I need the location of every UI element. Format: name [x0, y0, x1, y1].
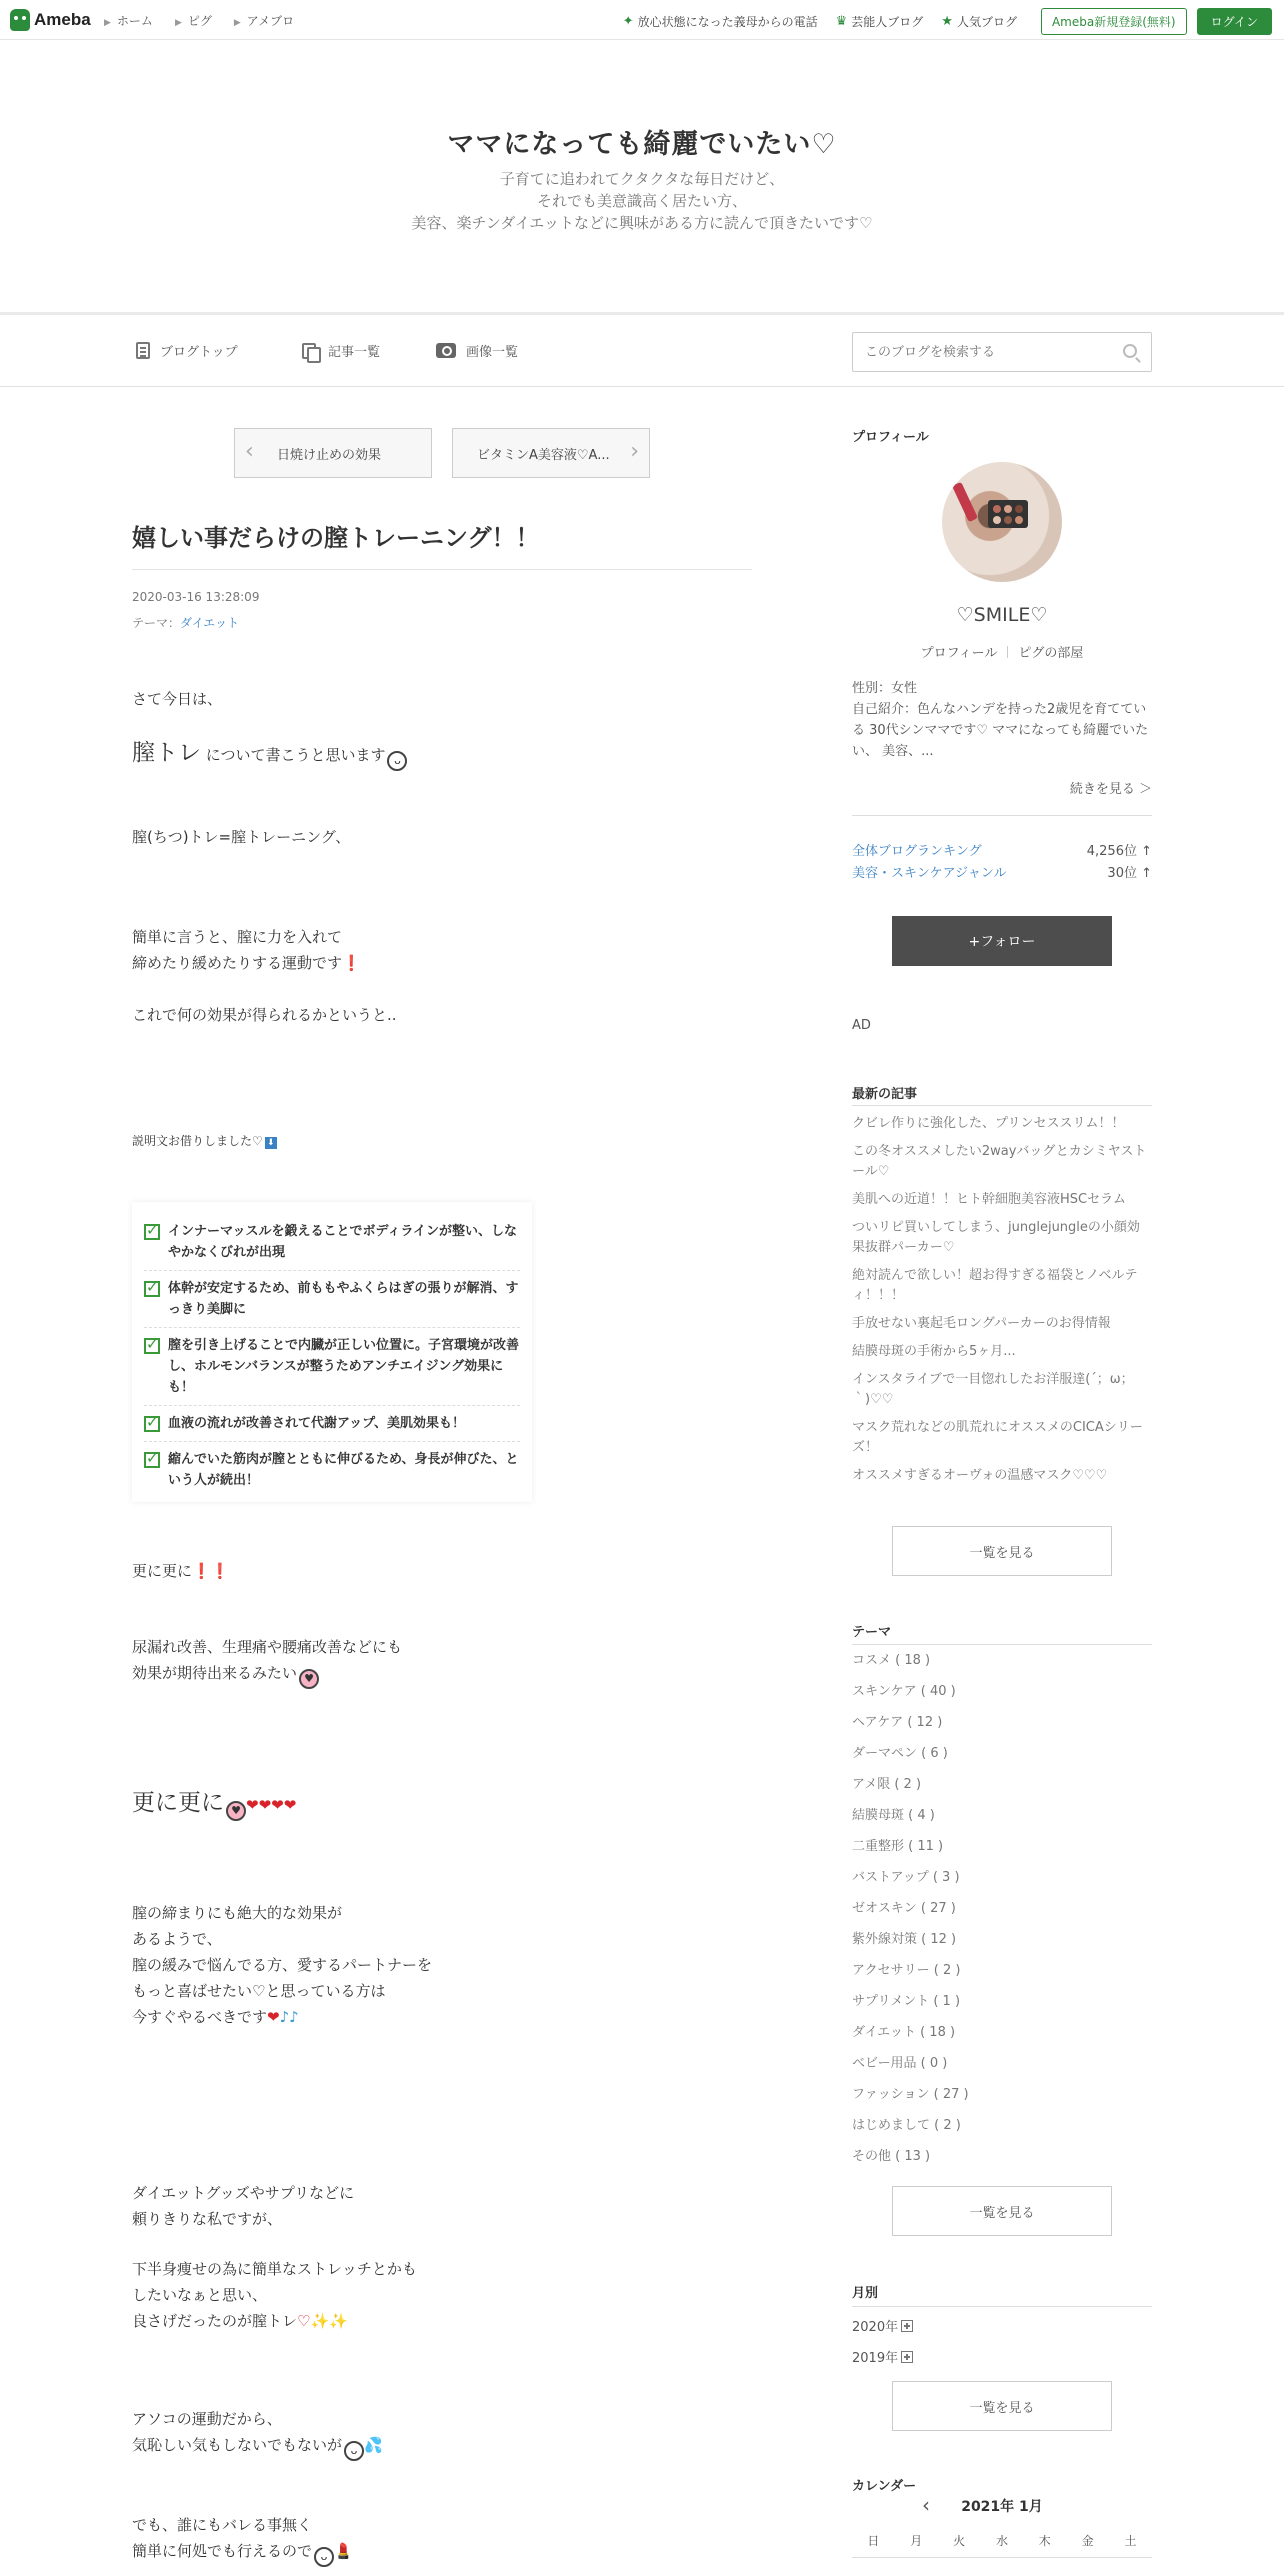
prev-entry-button[interactable]: ‹ 日焼け止めの効果 [234, 428, 432, 478]
paragraph: 締めたり緩めたりする運動です❗ [132, 954, 361, 972]
recent-entry-link[interactable]: 美肌への近道！！ヒト幹細胞美容液HSCセラム [852, 1192, 1126, 1207]
recent-list-button[interactable]: 一覧を見る [892, 1526, 1112, 1576]
title-divider [132, 569, 752, 570]
login-button[interactable]: ログイン [1197, 8, 1272, 35]
search-input[interactable] [853, 333, 1103, 371]
heart-eyes-emoji-icon: ♥ [299, 1669, 319, 1689]
camera-icon [436, 343, 456, 358]
theme-link[interactable]: ゼオスキン ( 27 ) [852, 1901, 956, 1916]
divider [852, 815, 1152, 816]
weekday-label: 火 [953, 2534, 966, 2548]
weekday-label: 月 [910, 2534, 923, 2548]
document-icon [136, 342, 150, 359]
theme-link[interactable]: その他 ( 13 ) [852, 2149, 931, 2164]
calendar-weekdays [852, 2532, 1152, 2558]
sweat-drops-icon: 💦 [364, 2436, 383, 2454]
paragraph: 更に更に❗❗ [132, 1562, 230, 1580]
heart-emoji-icon: ♡ [297, 2312, 311, 2330]
celebrity-blog-link[interactable]: ♛ 芸能人ブログ [835, 14, 924, 29]
article-theme: テーマ：ダイエット [132, 616, 240, 630]
lipstick-emoji-icon: 💄 [334, 2542, 353, 2560]
paragraph: これで何の効果が得られるかというと.. [132, 1006, 397, 1024]
paragraph: 膣トレ について書こうと思います ᴗ [132, 740, 407, 771]
paragraph: さて今日は、 [132, 690, 223, 708]
theme-link[interactable]: ヘアケア ( 12 ) [852, 1715, 943, 1730]
checklist-item: ✓ 膣を引き上げることで内臓が正しい位置に。子宮環境が改善し、ホルモンバランスが整うためアンチエイジング効果にも！ [144, 1328, 520, 1406]
divider [852, 2306, 1152, 2307]
profile-link[interactable]: プロフィール [920, 646, 998, 661]
blog-description: 子育てに追われてクタクタな毎日だけど、 それでも美意識高く居たい方、 美容、楽チンダイエットなどに興味がある方に読んで頂きたいです♡ [411, 170, 873, 232]
checklist-item: ✓ インナーマッスルを鍛えることでボディラインが整い、しなやかなくびれが出現 [144, 1214, 520, 1271]
hearts-emoji-icon: ❤❤❤❤ [246, 1796, 297, 1814]
overall-ranking[interactable]: 全体ブログランキング 4,256位 ↑ [852, 844, 1152, 859]
paragraph: 膣(ちつ)トレ=膣トレーニング、 [132, 828, 351, 846]
profile-links [852, 642, 1152, 661]
weekday-label: 日 [867, 2534, 880, 2548]
profile-summary: 性別：女性 自己紹介：色んなハンデを持った2歳児を育てている 30代シンママです♡ ママになっても綺麗でいたい、 美容、... [852, 681, 1149, 759]
divider [1007, 646, 1008, 658]
copy-icon [302, 343, 318, 359]
paragraph: もっと喜ばせたい♡と思っている方は [132, 1982, 386, 2000]
calendar-heading: カレンダー [852, 2479, 917, 2494]
blog-header [0, 40, 1284, 312]
paragraph: 尿漏れ改善、生理痛や腰痛改善などにも [132, 1638, 403, 1656]
paragraph: 簡単に何処でも行えるので ᴗ 💄 [132, 2538, 353, 2567]
chevron-left-icon[interactable]: ‹ [922, 2493, 930, 2517]
calendar-month: ‹ 2021年 1月 [922, 2493, 1043, 2517]
benefits-checklist [132, 1202, 532, 1502]
exclamation-emoji-icon: ❗❗ [192, 1562, 230, 1580]
paragraph: あるようで、 [132, 1930, 222, 1948]
paragraph: したいなぁと思い、 [132, 2286, 268, 2304]
music-note-icon: ♪♪ [279, 2008, 299, 2026]
paragraph: 下半身痩せの為に簡単なストレッチとかも [132, 2260, 417, 2278]
archive-heading: 月別 [852, 2286, 879, 2301]
theme-link[interactable]: ベビー用品 ( 0 ) [852, 2056, 948, 2071]
search-icon[interactable] [1123, 344, 1137, 358]
nav-pigg[interactable]: ▶ ピグ [174, 14, 212, 28]
theme-link[interactable]: ダーマペン ( 6 ) [852, 1746, 948, 1761]
paragraph: 更に更に ♥ ❤❤❤❤ [132, 1790, 296, 1821]
paragraph: 良さげだったのが膣トレ♡✨✨ [132, 2312, 348, 2330]
star-icon: ★ [941, 14, 953, 29]
featured-link[interactable]: ✦ 放心状態になった義母からの電話 [622, 14, 818, 29]
global-header [0, 0, 1284, 40]
image-list-link[interactable]: 画像一覧 [436, 341, 518, 360]
chevron-left-icon: ‹ [245, 439, 254, 464]
chevron-right-icon: ▶ [104, 18, 111, 28]
recent-entry-link[interactable]: この冬オススメしたい2wayバッグとカシミヤストール♡ [852, 1144, 1147, 1179]
smile-emoji-icon: ᴗ [387, 751, 407, 771]
theme-link[interactable]: ファッション ( 27 ) [852, 2087, 969, 2102]
sparkle-icon: ✦ [622, 14, 634, 29]
recent-entry-link[interactable]: 結膜母斑の手術から5ヶ月... [852, 1344, 1016, 1359]
paragraph: 膣の締まりにも絶大的な効果が [132, 1904, 343, 1922]
recent-entry-link[interactable]: マスク荒れなどの肌荒れにオススメのCICAシリーズ！ [852, 1420, 1143, 1455]
ad-label: AD [852, 1018, 871, 1033]
checkbox-icon [144, 1224, 160, 1240]
paragraph: ダイエットグッズやサプリなどに [132, 2184, 355, 2202]
theme-heading: テーマ [852, 1625, 892, 1640]
checklist-item: ✓ 血液の流れが改善されて代謝アップ、美肌効果も！ [144, 1406, 520, 1442]
theme-link[interactable]: 紫外線対策 ( 12 ) [852, 1932, 957, 1947]
nav-ameblo[interactable]: ▶ アメブロ [233, 14, 295, 28]
recent-entry-link[interactable]: 絶対読んで欲しい！超お得すぎる福袋とノベルティ！！！ [852, 1268, 1138, 1303]
paragraph: 今すぐやるべきです❤♪♪ [132, 2008, 299, 2026]
paragraph: 簡単に言うと、膣に力を入れて [132, 928, 343, 946]
checkbox-icon [144, 1452, 160, 1468]
weekday-label: 水 [995, 2534, 1008, 2548]
recent-entry-link[interactable]: オススメすぎるオーヴォの温感マスク♡♡♡ [852, 1468, 1108, 1483]
register-button[interactable]: Ameba新規登録(無料) [1041, 8, 1187, 35]
expand-plus-icon[interactable] [901, 2351, 913, 2363]
sparkle-emoji-icon: ✨✨ [310, 2312, 348, 2330]
divider [852, 1644, 1152, 1645]
laughing-emoji-icon: ᴗ [344, 2441, 364, 2461]
recent-entry-link[interactable]: 手放せない裏起毛ロングパーカーのお得情報 [852, 1316, 1111, 1331]
checklist-item: ✓ 縮んでいた筋肉が膣とともに伸びるため、身長が伸びた、という人が続出！ [144, 1442, 520, 1498]
ameba-mascot-icon [10, 9, 30, 31]
theme-link[interactable]: コスメ ( 18 ) [852, 1653, 931, 1668]
entry-list-link[interactable]: 記事一覧 [302, 341, 380, 360]
chevron-right-icon: › [630, 439, 639, 464]
theme-link[interactable]: はじめまして ( 2 ) [852, 2118, 961, 2133]
blog-top-link[interactable]: ブログトップ [136, 341, 238, 360]
paragraph: アソコの運動だから、 [132, 2410, 282, 2428]
next-entry-button[interactable]: ビタミンA美容液♡A... › [452, 428, 650, 478]
chevron-right-icon: ▶ [174, 18, 182, 28]
crown-icon: ♛ [835, 14, 848, 29]
checklist-item: ✓ 体幹が安定するため、前ももやふくらはぎの張りが解消、すっきり美脚に [144, 1271, 520, 1328]
recent-heading: 最新の記事 [852, 1087, 918, 1102]
month-2020[interactable]: 2020年 [852, 2316, 913, 2335]
heart-emoji-icon: ❤ [267, 2008, 280, 2026]
heart-eyes-emoji-icon: ♥ [226, 1801, 246, 1821]
down-arrow-icon: ⬇ [265, 1137, 277, 1149]
checkbox-icon [144, 1416, 160, 1432]
caption: 説明文お借りしました♡ ⬇ [132, 1128, 277, 1154]
profile-name[interactable]: ♡SMILE♡ [956, 604, 1048, 626]
recent-entry-link[interactable]: ついリピ買いしてしまう、junglejungleの小顔効果抜群パーカー♡ [852, 1220, 1140, 1255]
checkbox-icon [144, 1281, 160, 1297]
theme-link[interactable]: ダイエット ( 18 ) [852, 2025, 956, 2040]
nav-home[interactable]: ▶ ホーム [104, 14, 153, 28]
archive-list-button[interactable]: 一覧を見る [892, 2381, 1112, 2431]
theme-link[interactable]: サプリメント ( 1 ) [852, 1994, 961, 2009]
theme-link[interactable]: ダイエット [180, 616, 240, 630]
theme-link[interactable]: 結膜母斑 ( 4 ) [852, 1808, 935, 1823]
blog-title[interactable]: ママになっても綺麗でいたい♡ [447, 129, 837, 160]
read-more-link[interactable]: 続きを見る ＞ [1069, 782, 1152, 797]
paragraph: 膣の緩みで悩んでる方、愛するパートナーを [132, 1956, 433, 1974]
ameba-logo[interactable] [10, 8, 91, 32]
recent-entry-link[interactable]: インスタライブで一目惚れしたお洋服達(´；ω；｀)♡♡ [852, 1372, 1134, 1407]
paragraph: でも、誰にもバレる事無く [132, 2516, 313, 2534]
theme-list-button[interactable]: 一覧を見る [892, 2186, 1112, 2236]
header-right [623, 8, 1272, 35]
genre-ranking[interactable]: 美容・スキンケアジャンル 30位 ↑ [852, 866, 1152, 881]
checkbox-icon [144, 1338, 160, 1354]
blog-nav [0, 315, 1284, 387]
exclamation-emoji-icon: ❗ [342, 954, 361, 972]
month-2019[interactable]: 2019年 [852, 2347, 913, 2366]
global-nav [104, 12, 294, 29]
theme-link[interactable]: バストアップ ( 3 ) [852, 1870, 960, 1885]
divider [852, 1105, 1152, 1106]
follow-button[interactable]: +フォロー [892, 916, 1112, 966]
theme-list [852, 1651, 1152, 2178]
recent-entry-link[interactable]: クビレ作りに強化した、プリンセススリム！！ [852, 1116, 1125, 1131]
recent-entries [852, 1114, 1152, 1494]
paragraph: 気恥しい気もしないでもないが ᴗ 💦 [132, 2432, 383, 2461]
theme-link[interactable]: スキンケア ( 40 ) [852, 1684, 956, 1699]
profile-heading: プロフィール [852, 430, 929, 445]
paragraph: 効果が期待出来るみたい ♥ [132, 1660, 319, 1689]
theme-link[interactable]: アクセサリー ( 2 ) [852, 1963, 961, 1978]
popular-blog-link[interactable]: ★ 人気ブログ [941, 14, 1017, 29]
paragraph: 頼りきりな私ですが、 [132, 2210, 283, 2228]
article-title[interactable]: 嬉しい事だらけの膣トレーニング！！ [132, 524, 540, 552]
avatar[interactable] [942, 462, 1062, 582]
weekday-label: 木 [1038, 2534, 1051, 2548]
blog-search [852, 332, 1152, 372]
grin-emoji-icon: ᴗ [314, 2547, 334, 2567]
theme-link[interactable]: アメ限 ( 2 ) [852, 1777, 922, 1792]
chevron-right-icon: ▶ [233, 18, 241, 28]
palette-image [988, 500, 1028, 528]
theme-link[interactable]: 二重整形 ( 11 ) [852, 1839, 944, 1854]
article-date: 2020-03-16 13:28:09 [132, 590, 260, 604]
expand-plus-icon[interactable] [901, 2320, 913, 2332]
pigg-room-link[interactable]: ピグの部屋 [1018, 646, 1084, 661]
logo-text: Ameba [34, 10, 91, 29]
weekday-label: 土 [1124, 2534, 1137, 2548]
lipstick-image [952, 482, 978, 522]
weekday-label: 金 [1081, 2534, 1094, 2548]
